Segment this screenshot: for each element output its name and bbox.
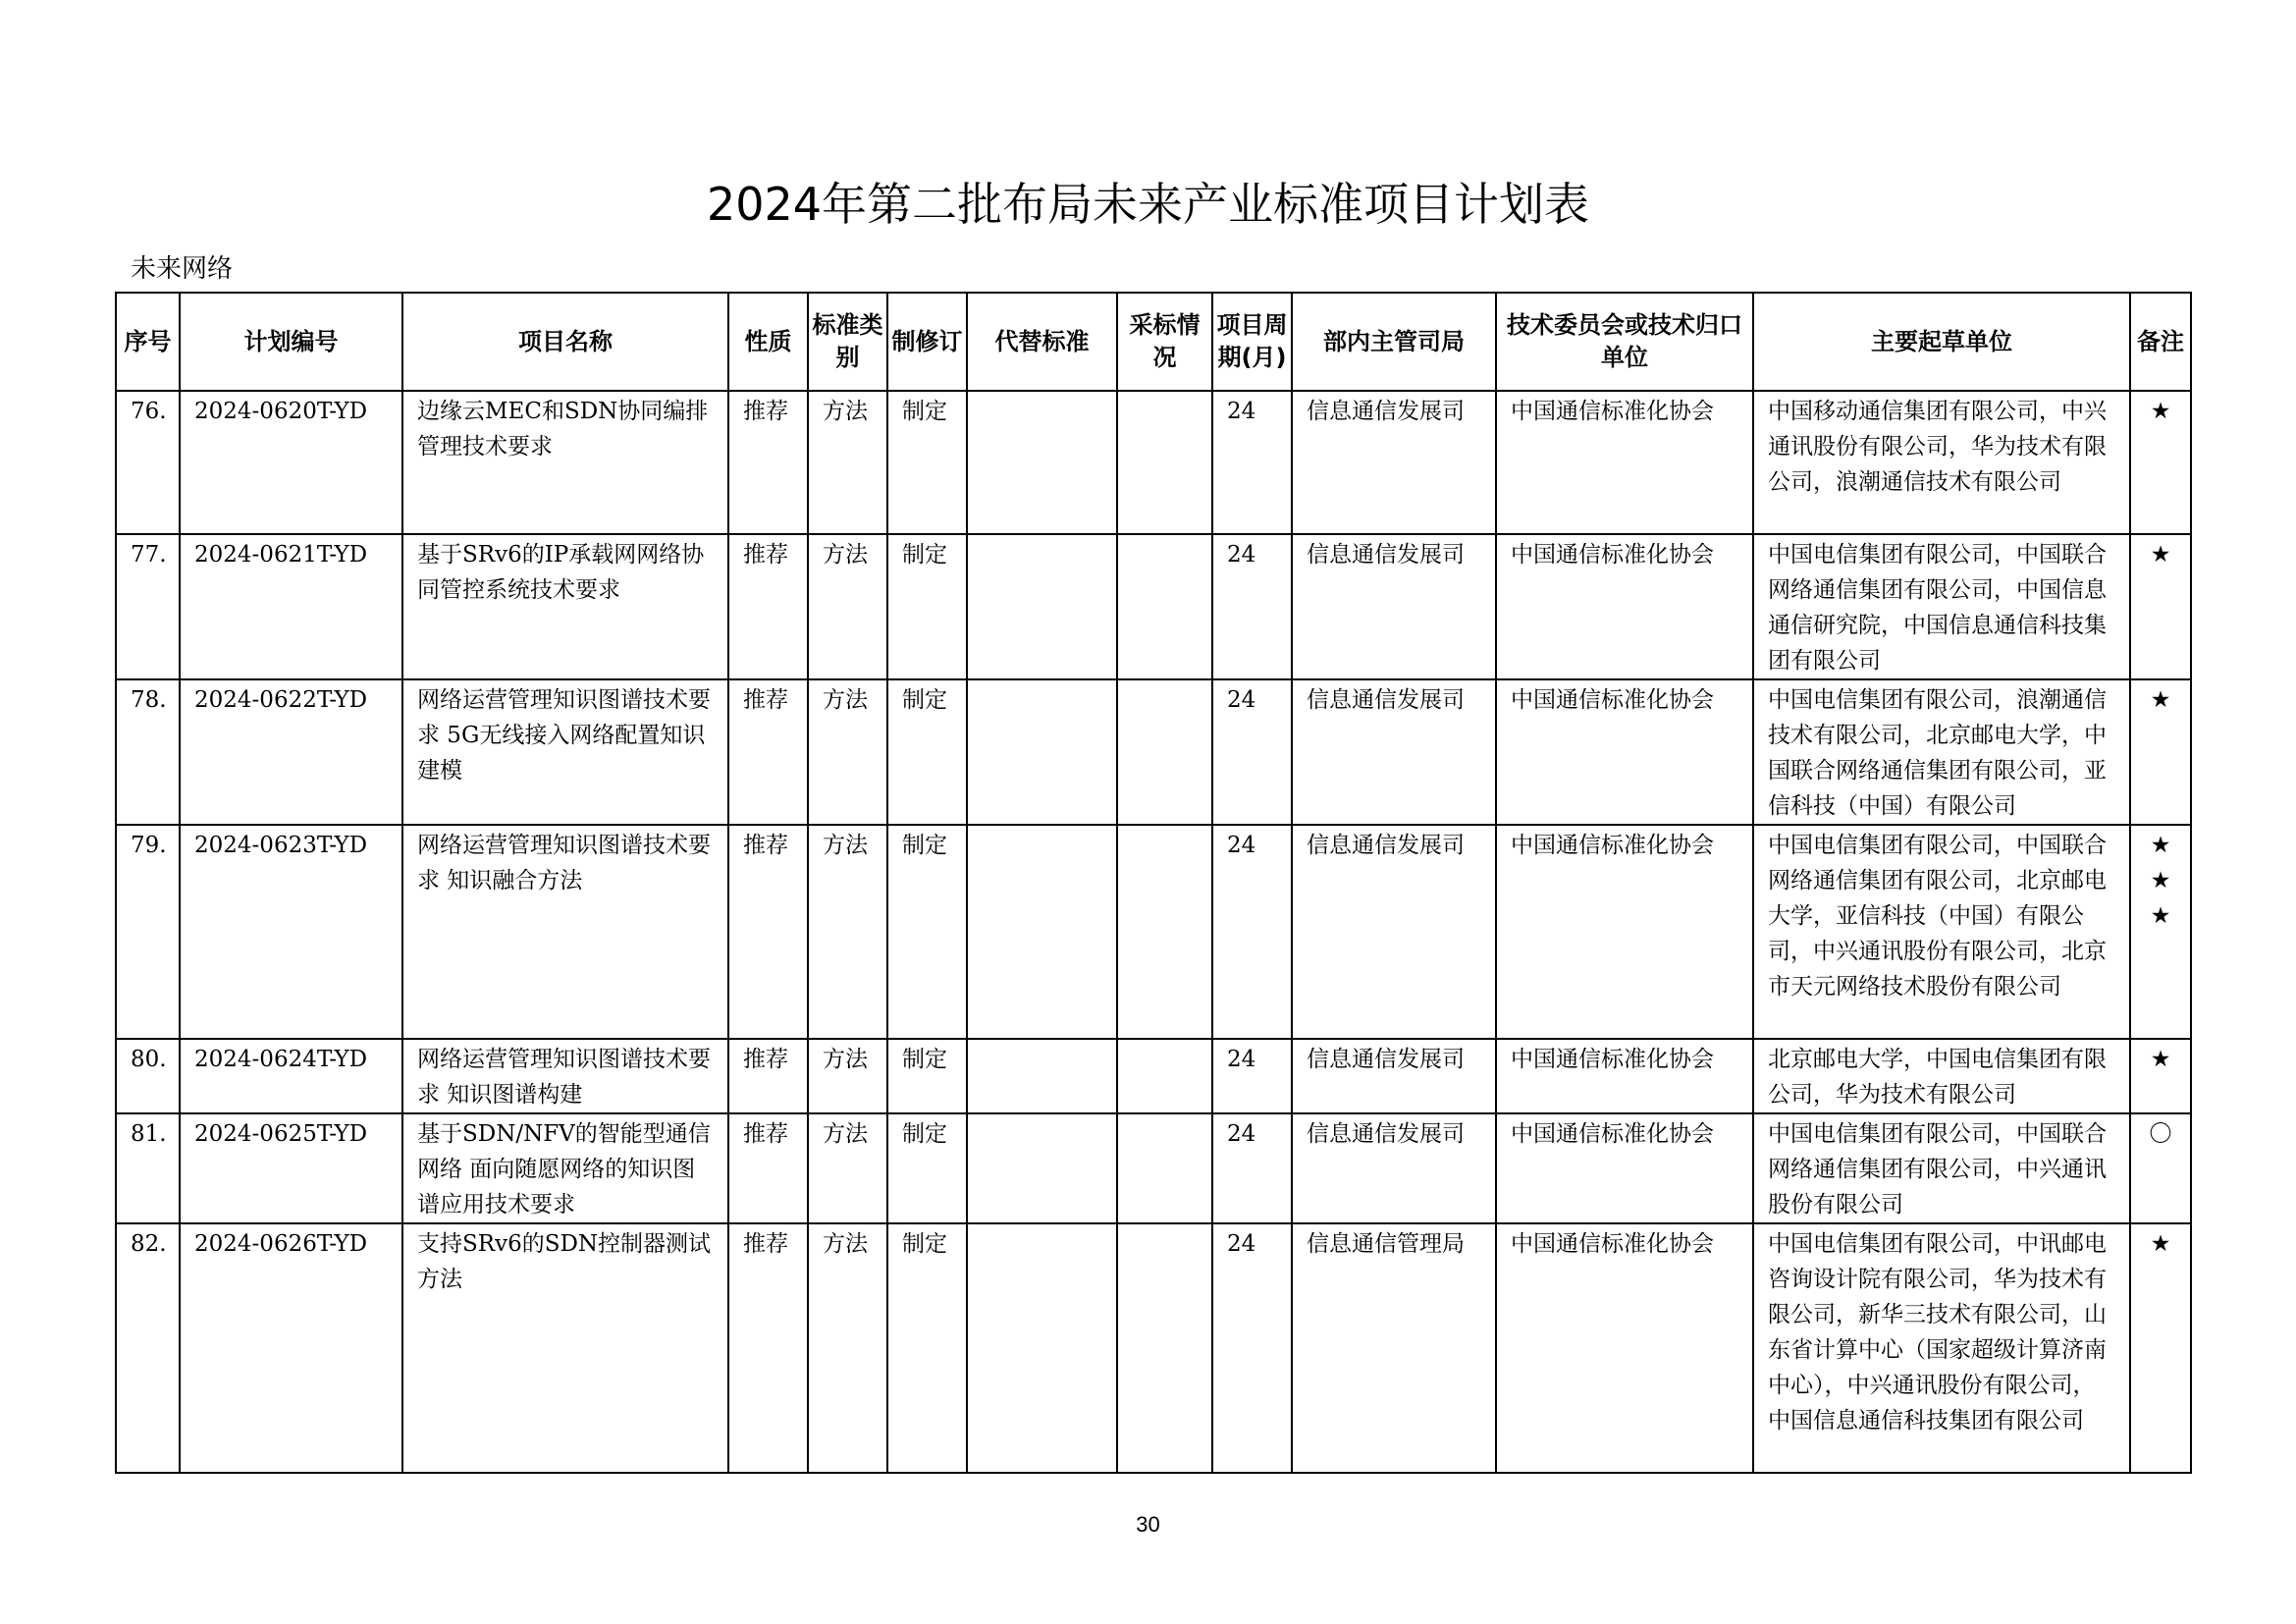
revise-cell: 制定 [887, 534, 967, 679]
nature-cell: 推荐 [728, 1113, 808, 1223]
section-label: 未来网络 [131, 254, 234, 284]
period-cell: 24 [1212, 679, 1292, 825]
nature-cell: 推荐 [728, 825, 808, 1039]
adopt-cell [1117, 1113, 1212, 1223]
replace-cell [967, 1223, 1117, 1473]
col-header-category: 标准类别 [808, 293, 887, 391]
table-row [116, 391, 2191, 534]
adopt-cell [1117, 1223, 1212, 1473]
committee-cell: 中国通信标准化协会 [1496, 1113, 1753, 1223]
category-cell: 方法 [808, 391, 887, 534]
table-row [116, 679, 2191, 825]
nature-cell: 推荐 [728, 534, 808, 679]
adopt-cell [1117, 391, 1212, 534]
drafters-cell: 中国电信集团有限公司，中国联合网络通信集团有限公司，北京邮电大学，亚信科技（中国）有限公司，中兴通讯股份有限公司，北京市天元网络技术股份有限公司 [1753, 825, 2130, 1039]
note-cell: ★ [2130, 1039, 2191, 1113]
seq-cell: 78. [116, 679, 180, 825]
committee-cell: 中国通信标准化协会 [1496, 534, 1753, 679]
drafters-cell: 中国电信集团有限公司，中国联合网络通信集团有限公司，中兴通讯股份有限公司 [1753, 1113, 2130, 1223]
seq-cell: 77. [116, 534, 180, 679]
dept-cell: 信息通信发展司 [1292, 825, 1496, 1039]
col-header-revise: 制修订 [887, 293, 967, 391]
committee-cell: 中国通信标准化协会 [1496, 391, 1753, 534]
col-header-dept: 部内主管司局 [1292, 293, 1496, 391]
col-header-adopt: 采标情况 [1117, 293, 1212, 391]
col-header-name: 项目名称 [402, 293, 728, 391]
category-cell: 方法 [808, 534, 887, 679]
revise-cell: 制定 [887, 1039, 967, 1113]
name-cell: 网络运营管理知识图谱技术要求 5G无线接入网络配置知识建模 [402, 679, 728, 825]
replace-cell [967, 1113, 1117, 1223]
committee-cell: 中国通信标准化协会 [1496, 1223, 1753, 1473]
period-cell: 24 [1212, 825, 1292, 1039]
note-cell: ★ [2130, 391, 2191, 534]
plan-no-cell: 2024-0622T-YD [180, 679, 402, 825]
replace-cell [967, 534, 1117, 679]
col-header-nature: 性质 [728, 293, 808, 391]
drafters-cell: 中国移动通信集团有限公司，中兴通讯股份有限公司，华为技术有限公司，浪潮通信技术有限公司 [1753, 391, 2130, 534]
drafters-cell: 中国电信集团有限公司，浪潮通信技术有限公司，北京邮电大学，中国联合网络通信集团有限公司，亚信科技（中国）有限公司 [1753, 679, 2130, 825]
dept-cell: 信息通信管理局 [1292, 1223, 1496, 1473]
revise-cell: 制定 [887, 679, 967, 825]
seq-cell: 79. [116, 825, 180, 1039]
nature-cell: 推荐 [728, 679, 808, 825]
replace-cell [967, 679, 1117, 825]
col-header-seq: 序号 [116, 293, 180, 391]
col-header-replace: 代替标准 [967, 293, 1117, 391]
replace-cell [967, 1039, 1117, 1113]
drafters-cell: 中国电信集团有限公司，中讯邮电咨询设计院有限公司，华为技术有限公司，新华三技术有限公司，山东省计算中心（国家超级计算济南中心），中兴通讯股份有限公司，中国信息通信科技集团有限公司 [1753, 1223, 2130, 1473]
col-header-committee: 技术委员会或技术归口单位 [1496, 293, 1753, 391]
committee-cell: 中国通信标准化协会 [1496, 679, 1753, 825]
category-cell: 方法 [808, 1223, 887, 1473]
nature-cell: 推荐 [728, 391, 808, 534]
period-cell: 24 [1212, 1039, 1292, 1113]
seq-cell: 76. [116, 391, 180, 534]
period-cell: 24 [1212, 1113, 1292, 1223]
committee-cell: 中国通信标准化协会 [1496, 825, 1753, 1039]
col-header-plan-no: 计划编号 [180, 293, 402, 391]
plan-no-cell: 2024-0626T-YD [180, 1223, 402, 1473]
category-cell: 方法 [808, 825, 887, 1039]
plan-no-cell: 2024-0621T-YD [180, 534, 402, 679]
category-cell: 方法 [808, 679, 887, 825]
name-cell: 网络运营管理知识图谱技术要求 知识融合方法 [402, 825, 728, 1039]
note-cell: ★ [2130, 534, 2191, 679]
page-number: 30 [1136, 1512, 1160, 1537]
name-cell: 基于SDN/NFV的智能型通信网络 面向随愿网络的知识图谱应用技术要求 [402, 1113, 728, 1223]
period-cell: 24 [1212, 1223, 1292, 1473]
note-cell: ★ [2130, 679, 2191, 825]
revise-cell: 制定 [887, 391, 967, 534]
name-cell: 网络运营管理知识图谱技术要求 知识图谱构建 [402, 1039, 728, 1113]
category-cell: 方法 [808, 1039, 887, 1113]
plan-no-cell: 2024-0620T-YD [180, 391, 402, 534]
dept-cell: 信息通信发展司 [1292, 1039, 1496, 1113]
nature-cell: 推荐 [728, 1223, 808, 1473]
adopt-cell [1117, 825, 1212, 1039]
name-cell: 基于SRv6的IP承载网网络协同管控系统技术要求 [402, 534, 728, 679]
dept-cell: 信息通信发展司 [1292, 534, 1496, 679]
dept-cell: 信息通信发展司 [1292, 391, 1496, 534]
seq-cell: 80. [116, 1039, 180, 1113]
table-row [116, 1039, 2191, 1113]
revise-cell: 制定 [887, 825, 967, 1039]
category-cell: 方法 [808, 1113, 887, 1223]
revise-cell: 制定 [887, 1113, 967, 1223]
plan-no-cell: 2024-0624T-YD [180, 1039, 402, 1113]
dept-cell: 信息通信发展司 [1292, 1113, 1496, 1223]
replace-cell [967, 825, 1117, 1039]
replace-cell [967, 391, 1117, 534]
col-header-drafters: 主要起草单位 [1753, 293, 2130, 391]
seq-cell: 81. [116, 1113, 180, 1223]
seq-cell: 82. [116, 1223, 180, 1473]
drafters-cell: 北京邮电大学，中国电信集团有限公司，华为技术有限公司 [1753, 1039, 2130, 1113]
adopt-cell [1117, 1039, 1212, 1113]
note-cell: ★★★ [2130, 825, 2191, 1039]
page-title: 2024年第二批布局未来产业标准项目计划表 [706, 178, 1590, 231]
plan-no-cell: 2024-0623T-YD [180, 825, 402, 1039]
table-row [116, 1223, 2191, 1473]
period-cell: 24 [1212, 534, 1292, 679]
revise-cell: 制定 [887, 1223, 967, 1473]
header-row [116, 293, 2191, 391]
note-cell: 〇 [2130, 1113, 2191, 1223]
adopt-cell [1117, 534, 1212, 679]
name-cell: 支持SRv6的SDN控制器测试方法 [402, 1223, 728, 1473]
table-row [116, 534, 2191, 679]
table-row [116, 1113, 2191, 1223]
table-row [116, 825, 2191, 1039]
name-cell: 边缘云MEC和SDN协同编排管理技术要求 [402, 391, 728, 534]
note-cell: ★ [2130, 1223, 2191, 1473]
col-header-period: 项目周期(月) [1212, 293, 1292, 391]
col-header-note: 备注 [2130, 293, 2191, 391]
period-cell: 24 [1212, 391, 1292, 534]
plan-table [115, 292, 2192, 1474]
nature-cell: 推荐 [728, 1039, 808, 1113]
drafters-cell: 中国电信集团有限公司，中国联合网络通信集团有限公司，中国信息通信研究院，中国信息通信科技集团有限公司 [1753, 534, 2130, 679]
adopt-cell [1117, 679, 1212, 825]
plan-no-cell: 2024-0625T-YD [180, 1113, 402, 1223]
dept-cell: 信息通信发展司 [1292, 679, 1496, 825]
committee-cell: 中国通信标准化协会 [1496, 1039, 1753, 1113]
